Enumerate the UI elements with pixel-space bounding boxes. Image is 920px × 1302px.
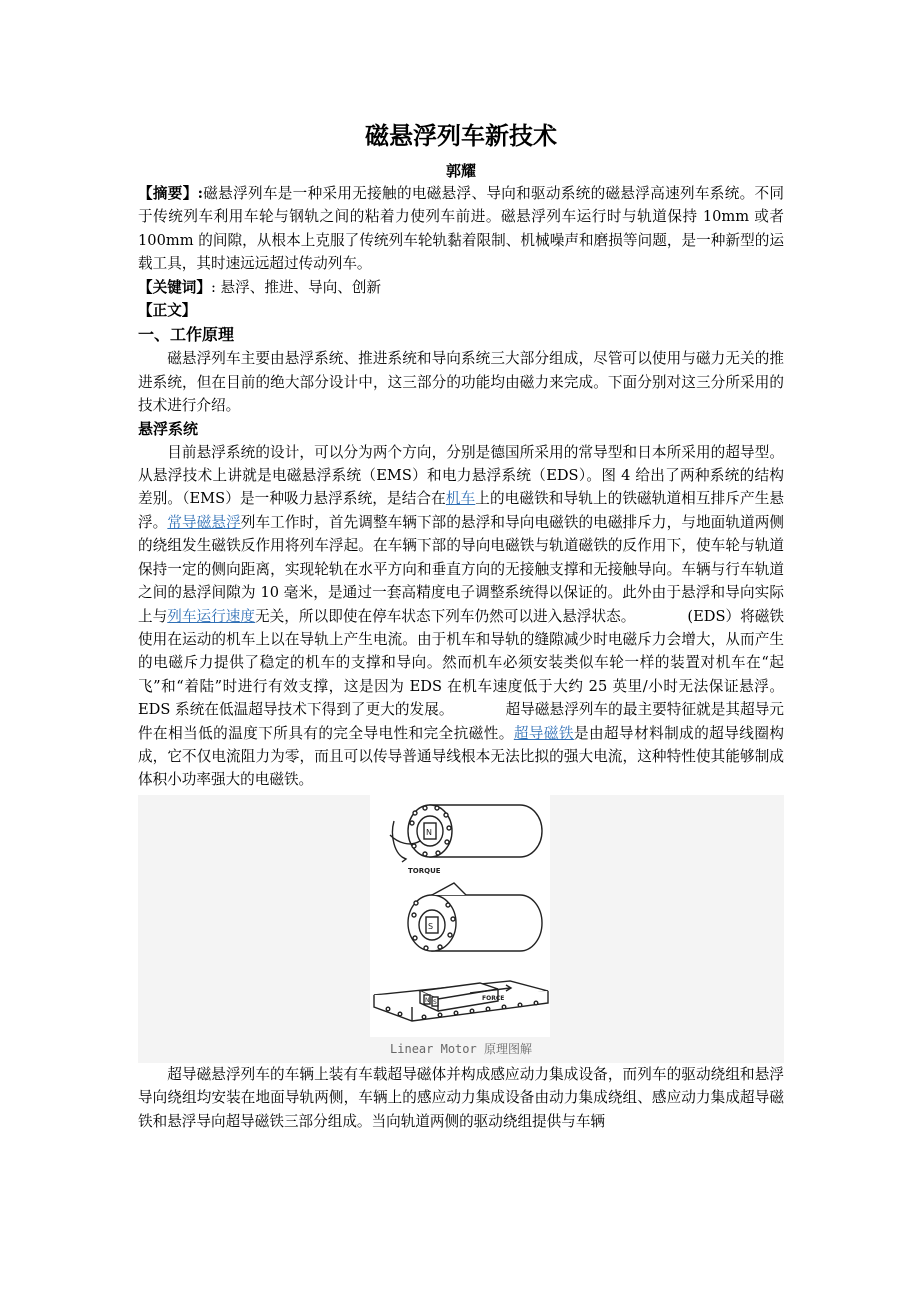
suspension-text-d: 无关，所以即使在停车状态下列车仍然可以进入悬浮状态。 <box>255 607 636 625</box>
link-superconducting-magnet[interactable]: 超导磁铁 <box>513 724 574 742</box>
link-locomotive[interactable]: 机车 <box>445 490 476 508</box>
document-author: 郭耀 <box>445 162 476 180</box>
svg-text:S: S <box>428 921 434 931</box>
pole-n-label: N <box>425 996 430 1004</box>
abstract-colon: : <box>197 185 203 202</box>
torque-label: TORQUE <box>408 866 441 875</box>
keywords-label: 【关键词】 <box>138 278 211 296</box>
body-label: 【正文】 <box>138 302 197 320</box>
link-conventional-maglev[interactable]: 常导磁悬浮 <box>167 513 241 531</box>
abstract-label: 【摘要】 <box>138 185 198 202</box>
suspension-text-e: (EDS）将磁铁使用在运动的机车上以在导轨上产生电流。由于机车和导轨的缝隙减少时电磁斥力会增大，从而产生的电磁斥力提供了稳定的机车的支撑和导向。然而机车必须安装类似车轮一样的装置对机车在“起飞”和“着陆”时进行有效支撑，这是因为 EDS 在机车速度低于大约 25 英里/小时无法保证悬浮。EDS 系统在低温超导技术下得到了更大的发展。 <box>138 607 784 719</box>
abstract-text: 磁悬浮列车是一种采用无接触的电磁悬浮、导向和驱动系统的磁悬浮高速列车系统。不同于传统列车利用车轮与钢轨之间的粘着力使列车前进。磁悬浮列车运行时与轨道保持 10mm 或者 100mm 的间隙，从根本上克服了传统列车轮轨黏着限制、机械噪声和磨损等问题，是一种新型的运载工具，其时速远远超过传动列车。 <box>138 185 784 273</box>
section1-paragraph: 磁悬浮列车主要由悬浮系统、推进系统和导向系统三大部分组成，尽管可以使用与磁力无关的推进系统，但在目前的绝大部分设计中，这三部分的功能均由磁力来完成。下面分别对这三分所采用的技术进行介绍。 <box>138 350 784 415</box>
suspension-text-g: 是由超导材料制成的超导线圈构成，它不仅电流阻力为零，而且可以传导普通导线根本无法比拟的强大电流，这种特性使其能够制成体积小功率强大的电磁铁。 <box>138 724 784 789</box>
linear-motor-figure <box>138 795 784 1063</box>
document-title: 磁悬浮列车新技术 <box>365 122 557 150</box>
keywords-colon: : <box>210 278 216 296</box>
suspension-text-f: 超导磁悬浮列车的最主要特征就是其超导元件在相当低的温度下所具有的完全导电性和完全抗磁性。 <box>138 701 784 742</box>
link-train-speed[interactable]: 列车运行速度 <box>167 607 256 625</box>
keywords-text: 悬浮、推进、导向、创新 <box>215 278 382 296</box>
suspension-text-b: 上的电磁铁和导轨上的铁磁轨道相互排斥产生悬浮。 <box>138 490 784 531</box>
abstract-paragraph <box>138 182 784 276</box>
keywords-paragraph <box>138 276 784 299</box>
pole-s-label: S <box>433 998 437 1006</box>
subheading-suspension-system: 悬浮系统 <box>138 419 199 438</box>
section-heading-working-principle: 一、工作原理 <box>138 325 235 345</box>
svg-text:N: N <box>426 827 432 837</box>
figure-caption: Linear Motor 原理图解 <box>390 1041 532 1056</box>
suspension-paragraph <box>138 441 784 792</box>
suspension-text-a: 目前悬浮系统的设计，可以分为两个方向，分别是德国所采用的常导型和日本所采用的超导型。从悬浮技术上讲就是电磁悬浮系统（EMS）和电力悬浮系统（EDS）。图 4 给出了两种系统的结构差别。（EMS）是一种吸力悬浮系统，是结合在 <box>138 443 784 508</box>
final-paragraph: 超导磁悬浮列车的车辆上装有车载超导磁体并构成感应动力集成设备，而列车的驱动绕组和悬浮导向绕组均安装在地面导轨两侧，车辆上的感应动力集成设备由动力集成绕组、感应动力集成超导磁铁和悬浮导向超导磁铁三部分组成。当向轨道两侧的驱动绕组提供与车辆 <box>138 1065 784 1130</box>
linear-motor-diagram <box>370 795 550 1037</box>
force-label: FORCE <box>482 994 505 1002</box>
document-page <box>138 118 784 1133</box>
suspension-text-c: 列车工作时，首先调整车辆下部的悬浮和导向电磁铁的电磁排斥力，与地面轨道两侧的绕组发生磁铁反作用将列车浮起。在车辆下部的导向电磁铁与轨道磁铁的反作用下，使车轮与轨道保持一定的侧向距离，实现轮轨在水平方向和垂直方向的无接触支撑和无接触导向。车辆与行车轨道之间的悬浮间隙为 10 毫米，是通过一套高精度电子调整系统得以保证的。此外由于悬浮和导向实际上与 <box>138 513 784 625</box>
